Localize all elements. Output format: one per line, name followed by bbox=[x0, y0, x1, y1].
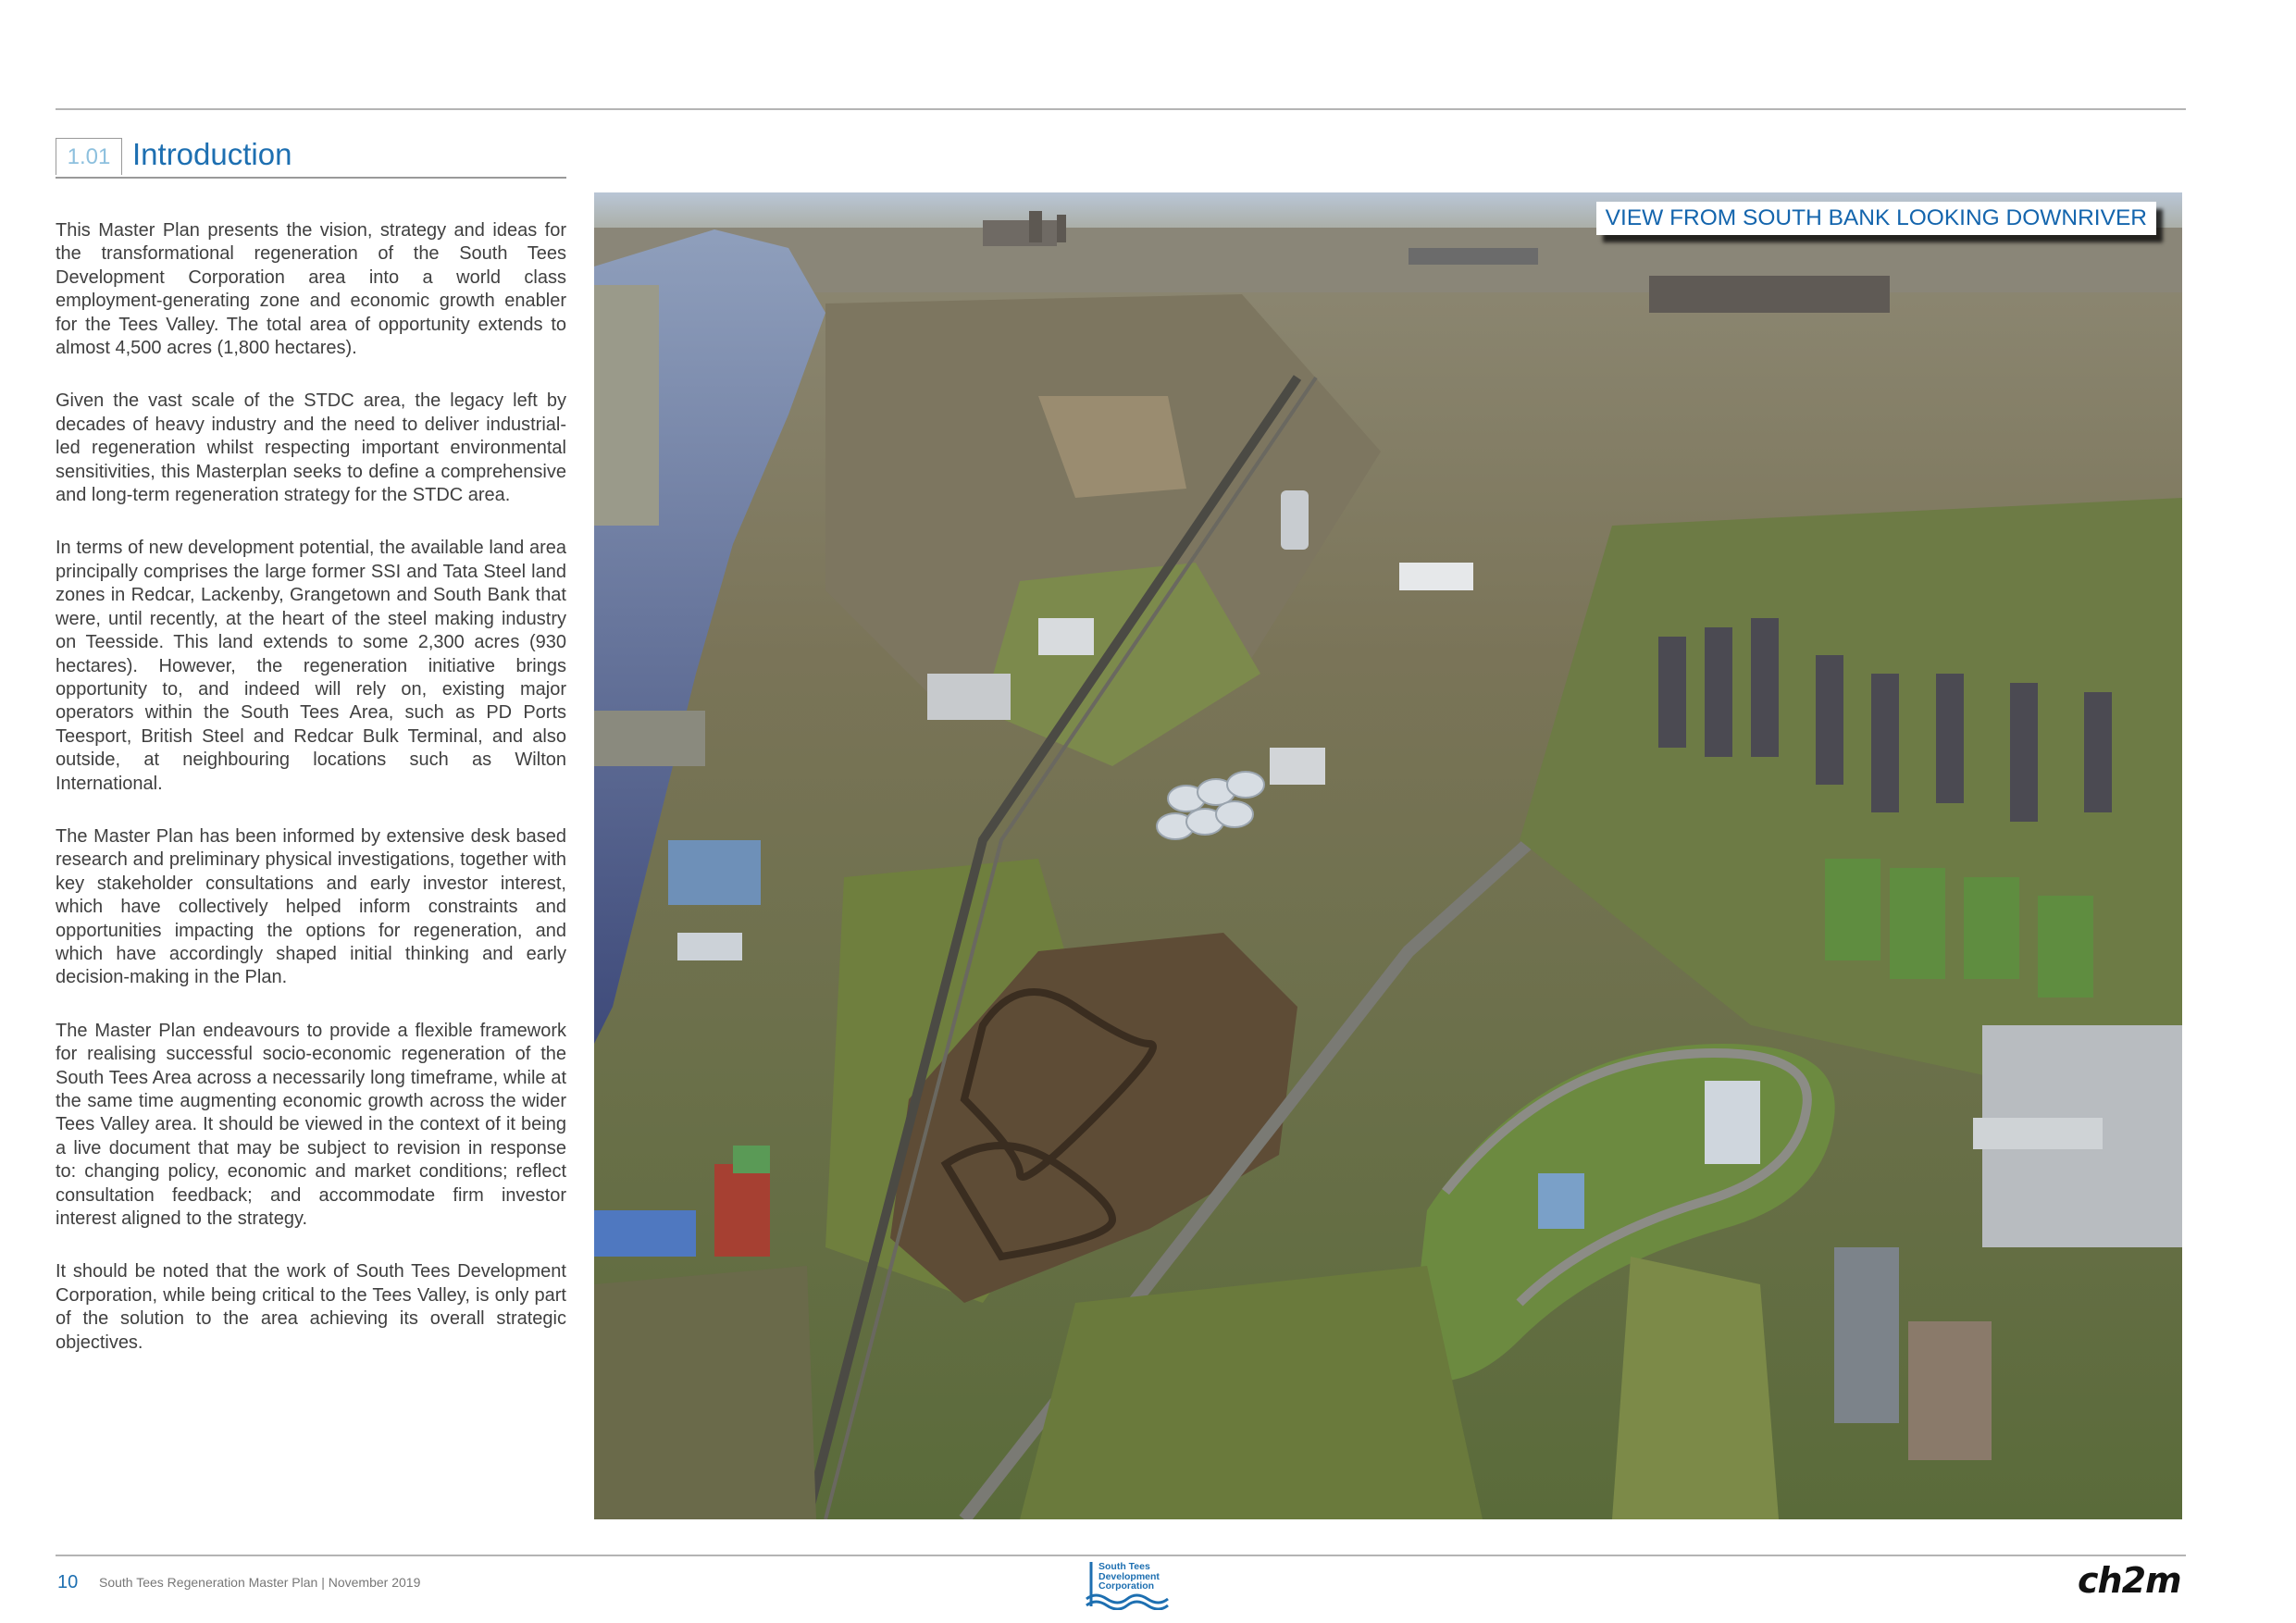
paragraph: It should be noted that the work of South Tees Development Corporation, while being critical to the Tees Valley, is only part of the solution to the area achieving its overall strategic objectives. bbox=[56, 1261, 566, 1353]
stdc-logo bbox=[1085, 1562, 1170, 1610]
paragraph: Given the vast scale of the STDC area, the legacy left by decades of heavy industry and the need to deliver industrial-led regeneration whilst respecting important environmental sensitivities, this Masterplan seeks to define a comprehensive and long-term regeneration strategy for the STDC area. bbox=[56, 390, 566, 506]
stdc-logo-line: South Tees bbox=[1098, 1561, 1150, 1572]
paragraph: This Master Plan presents the vision, strategy and ideas for the transformational regeneration of the South Tees Development Corporation area into a world class employment-generating zone and economic growth enabler for the Tees Valley. The total area of opportunity extends to almost 4,500 acres (1,800 hectares). bbox=[56, 220, 566, 359]
paragraph: The Master Plan has been informed by extensive desk based research and preliminary physical investigations, together with key stakeholder consultations and early investor interest, which have collectively helped inform constraints and opportunities impacting the options for regeneration, and which have accordingly shaped initial thinking and early decision-making in the Plan. bbox=[56, 825, 566, 988]
section-header bbox=[56, 136, 566, 179]
bottom-rule bbox=[56, 1555, 2186, 1556]
paragraph: In terms of new development potential, the available land area principally comprises the large former SSI and Tata Steel land zones in Redcar, Lackenby, Grangetown and South Bank that were, until recently, at the heart of the steel making industry on Teesside. This land extends to some 2,300 acres (930 hectares). However, the regeneration initiative brings opportunity to, and indeed will rely on, existing major operators within the South Tees Area, such as PD Ports Teesport, British Steel and Redcar Bulk Terminal, and also outside, at neighbouring locations such as Wilton International. bbox=[56, 538, 566, 794]
ch2m-logo: ch2m bbox=[2078, 1560, 2181, 1601]
aerial-landscape-illustration bbox=[594, 192, 2182, 1519]
paragraph: The Master Plan endeavours to provide a flexible framework for realising successful socio-economic regeneration of the South Tees Area across a necessarily long timeframe, while at the same time augmenting economic growth across the wider Tees Valley area. It should be viewed in the context of it being a live document that may be subject to revision in response to: changing policy, economic and market conditions; reflect consultation feedback; and accommodate firm investor interest aligned to the strategy. bbox=[56, 1020, 566, 1230]
page-number: 10 bbox=[57, 1572, 79, 1592]
section-title: Introduction bbox=[132, 137, 292, 171]
stdc-logo-text bbox=[1098, 1562, 1160, 1592]
top-rule bbox=[56, 108, 2186, 110]
aerial-photo bbox=[594, 192, 2182, 1519]
section-number: 1.01 bbox=[56, 138, 122, 175]
body-text bbox=[56, 219, 566, 1384]
stdc-logo-line: Corporation bbox=[1098, 1580, 1155, 1592]
stdc-logo-line: Development bbox=[1098, 1570, 1160, 1582]
photo-caption: VIEW FROM SOUTH BANK LOOKING DOWNRIVER bbox=[1596, 202, 2156, 235]
document-title: South Tees Regeneration Master Plan | November 2019 bbox=[99, 1575, 421, 1590]
